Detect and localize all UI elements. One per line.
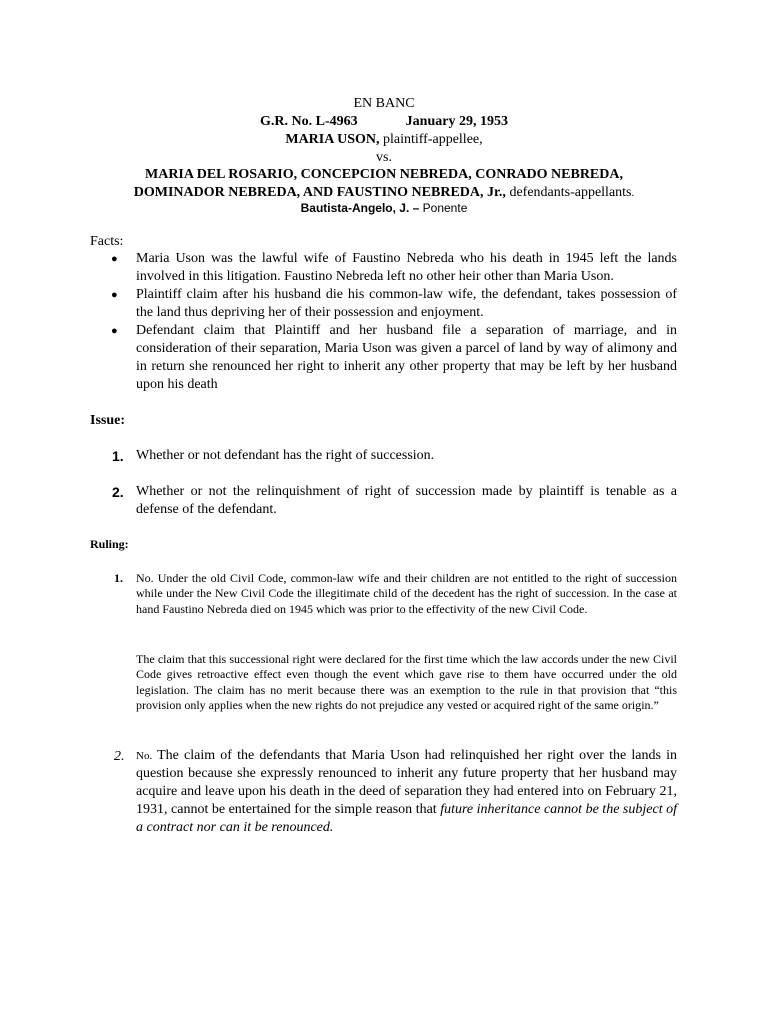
ruling-no: No — [136, 750, 150, 762]
defendants-period: . — [631, 187, 635, 199]
ruling-paragraph-1 — [136, 571, 677, 617]
ponente-label: Ponente — [422, 201, 468, 215]
ruling-italic-text: future inheritance cannot be the subject of a contract nor can it be renounced. — [136, 802, 677, 835]
defendants-line-2 — [0, 184, 768, 202]
ruling-number: 2. — [114, 749, 125, 764]
ruling-end: . — [584, 601, 588, 616]
facts-heading: Facts: — [90, 234, 124, 249]
issue-number: 1. — [112, 448, 124, 464]
defendants-names-2: DOMINADOR NEBREDA, AND FAUSTINO NEBREDA, Jr., — [133, 185, 506, 200]
issue-heading: Issue: — [90, 413, 126, 428]
facts-item: Maria Uson was the lawful wife of Faustino Nebreda who his death in 1945 left the lands involved in this litigation. Faustino Nebreda left no other heir other than Maria Uson. — [136, 251, 677, 284]
facts-item: Plaintiff claim after his husband die his common-law wife, the defendant, takes possession of the land thus depriving her of their possession and enjoyment. — [136, 287, 677, 320]
court-label: EN BANC — [353, 96, 415, 111]
issue-number: 2. — [112, 484, 124, 500]
ruling-heading: Ruling: — [90, 537, 129, 551]
plaintiff-role: plaintiff-appellee, — [382, 132, 483, 147]
bullet-icon: ● — [111, 253, 118, 265]
ruling-number: 1. — [114, 571, 123, 585]
bullet-icon: ● — [111, 325, 118, 337]
facts-item: Defendant claim that Plaintiff and her husband file a separation of marriage, and in consideration of their separation, Maria Uson was given a parcel of land by way of alimony and in return she renounced her right to inherit any other property that may be left by her husband upon his death — [136, 323, 677, 392]
versus-label: vs. — [376, 150, 392, 165]
defendants-role: defendants-appellants — [509, 185, 632, 200]
ruling-text: . Under the old Civil Code, common-law wife and their children are not entitled to the right of succession while under the New Civil Code the illegitimate child of the decedent has the right of succession — [136, 571, 677, 601]
plaintiff-name: MARIA USON, — [285, 132, 380, 147]
case-number-line — [0, 113, 768, 130]
issue-item: Whether or not defendant has the right of succession. — [136, 448, 435, 463]
bullet-icon: ● — [111, 289, 118, 301]
ruling-paragraph-3 — [136, 747, 677, 837]
issue-item: Whether or not the relinquishment of right of succession made by plaintiff is tenable as a defense of the defendant. — [136, 484, 677, 517]
ruling-sep: . — [149, 750, 153, 762]
decision-date: January 29, 1953 — [405, 114, 508, 129]
ponente-name: Bautista-Angelo, J. – — [300, 201, 420, 215]
defendants-names-1: MARIA DEL ROSARIO, CONCEPCION NEBREDA, CONRADO NEBREDA, — [145, 167, 623, 182]
court-division — [0, 95, 768, 112]
gr-number: G.R. No. L-4963 — [260, 114, 358, 129]
plaintiff-line — [0, 131, 768, 148]
ruling-text-2: . In the case at hand Faustino Nebreda died on 1945 which was prior to the effectivity of the new Civil Code — [136, 586, 678, 616]
defendants-line-1 — [0, 166, 768, 183]
ruling-paragraph-2: The claim that this successional right were declared for the first time which the law accords under the new Civil Code gives retroactive effect even though the event which gave rise to them have occurred under the old legislation. The claim has no merit because there was an exemption to the rule in that provision that “this provision only applies when the new rights do not prejudice any vested or acquired right of the same origin.” — [136, 652, 677, 712]
ruling-no: No — [136, 571, 151, 585]
ponente-line — [0, 201, 768, 215]
ruling-text: The claim of the defendants that Maria Uson had relinquished her right over the lands in question because she expressly renounced to inherit any future property that her husband may acquire and leave upon his death in the deed of separation they had entered into on February 21, 1931, cannot be entertained for the simple reason that — [136, 748, 677, 817]
versus-line — [0, 149, 768, 166]
